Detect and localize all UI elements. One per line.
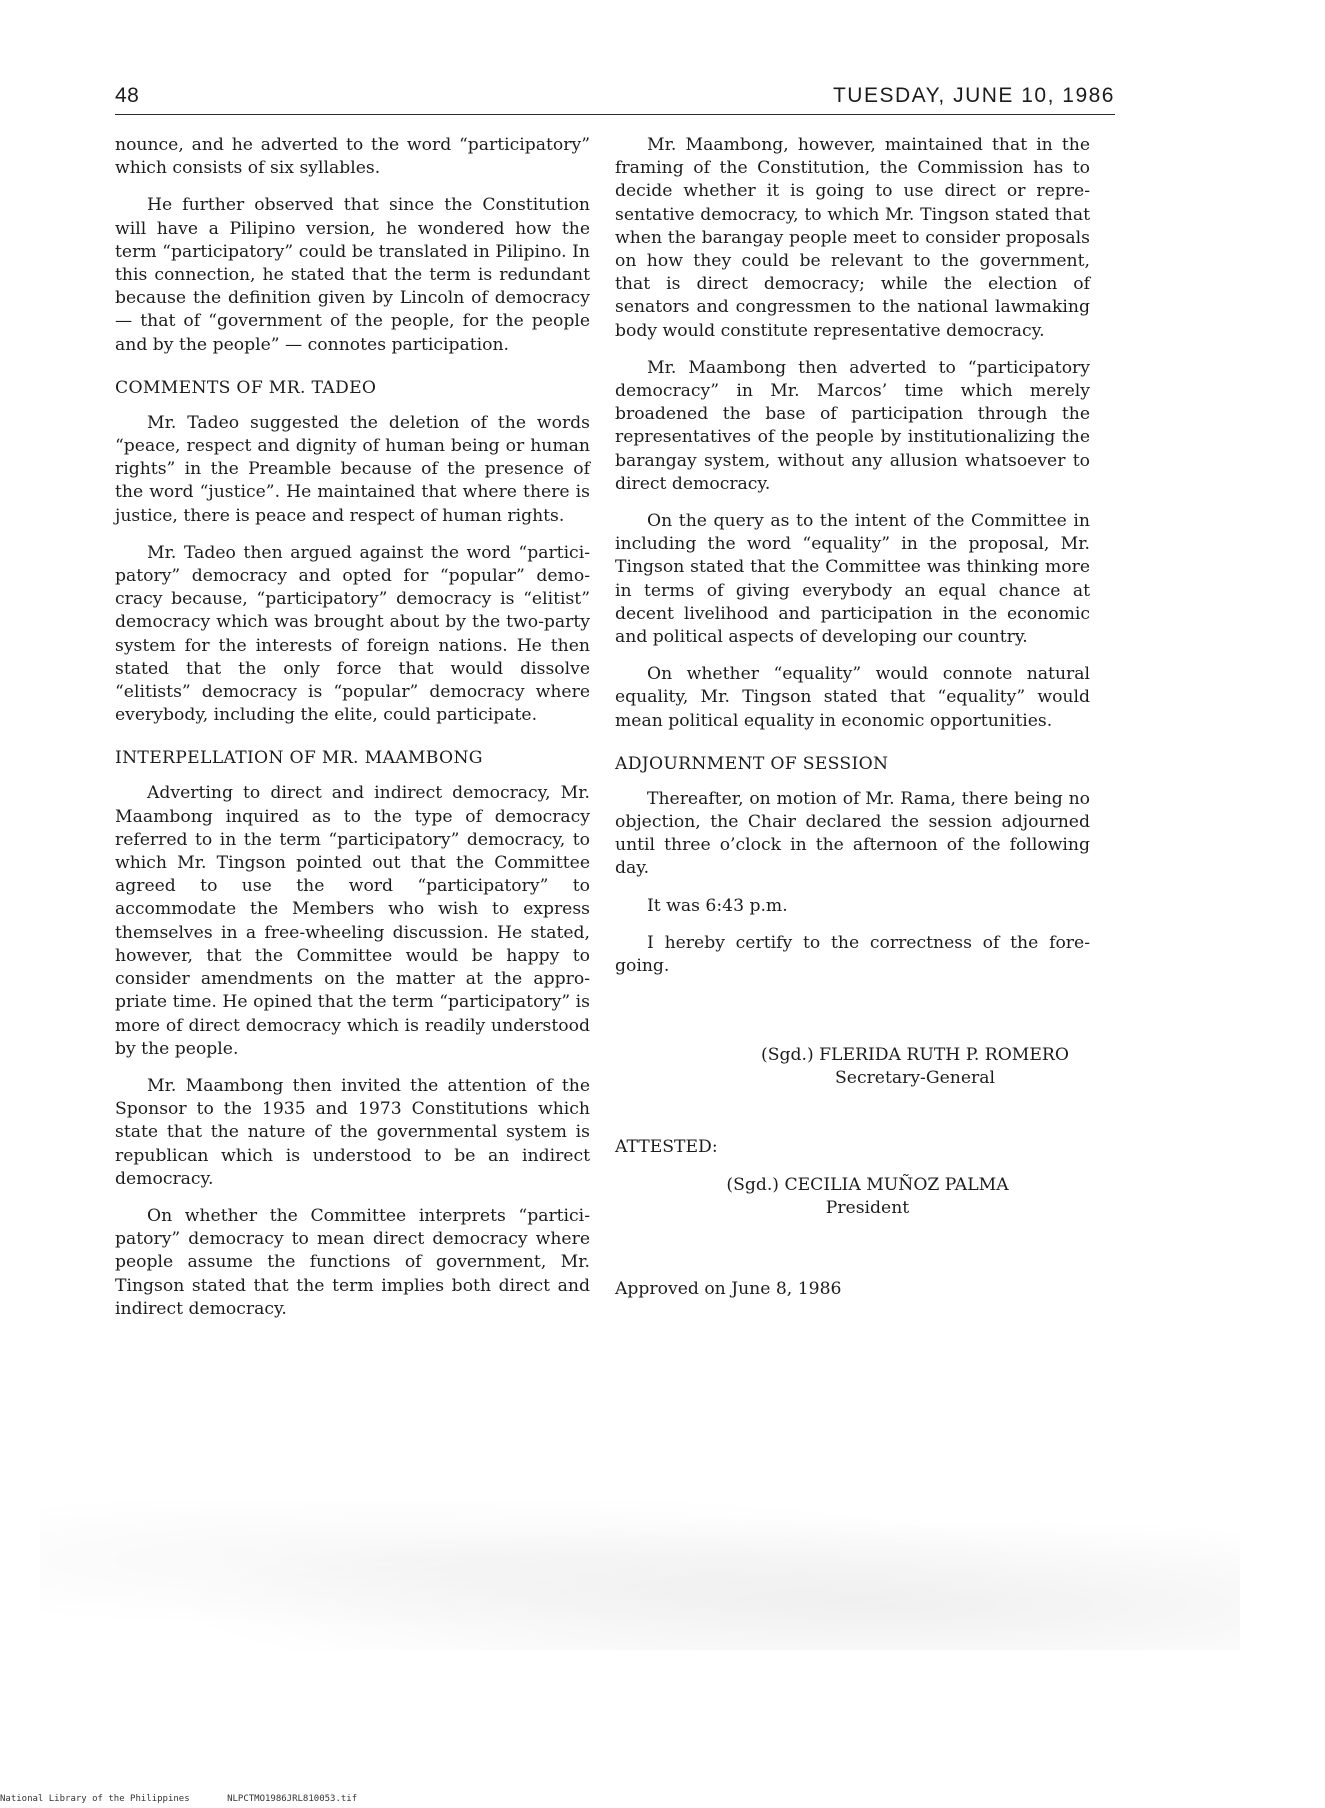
paragraph-marcos-time: Mr. Maambong then adverted to “participatory democracy” in Mr. Marcos’ time which merely broadened the base of participation through the representatives of the people by institutionalizing the barangay system, without any allusion whatsoever to direct democracy. <box>615 357 1090 494</box>
page-date: TUESDAY, JUNE 10, 1986 <box>832 84 1115 107</box>
paragraph-maambong-constitutions: Mr. Maambong then invited the attention of the Sponsor to the 1935 and 1973 Constitutions which state that the nature of the governmental system is republican which is understood to be an indirect democracy. <box>115 1075 590 1189</box>
scan-artifact <box>40 1500 1240 1650</box>
signature-block-president <box>615 1174 1090 1220</box>
page-number: 48 <box>115 84 140 107</box>
left-column <box>115 134 590 1335</box>
paragraph-pilipino-version: He further observed that since the Constitution will have a Pilipino version, he wondered how the term “participatory” could be translated in Pilipino. In this connection, he stated that the term is redundant because the definition given by Lincoln of democracy — that of “government of the people, for the people and by the people” — connotes participation. <box>115 195 590 355</box>
paragraph-committee-interprets: On whether the Committee interprets “participatory” democracy to mean direct democracy where people assume the functions of government, Mr. Tingson stated that the term implies both direct and indirect democracy. <box>115 1205 590 1319</box>
right-column <box>615 134 1090 1315</box>
paragraph-natural-equality: On whether “equality” would connote natural equality, Mr. Tingson stated that “equality” would mean political equality in economic opportunities. <box>615 664 1090 731</box>
certification: I hereby certify to the correctness of the foregoing. <box>615 932 1090 977</box>
signature-block-secretary <box>615 1044 1090 1090</box>
paragraph-equality-intent: On the query as to the intent of the Committee in including the word “equality” in the proposal, Mr. Tingson stated that the Committee was thinking more in terms of giving everybody an equal chance at decent livelihood and participation in the economic and political aspects of developing our country. <box>615 511 1090 648</box>
section-heading-tadeo: COMMENTS OF MR. TADEO <box>115 377 377 398</box>
signatory-title: President <box>825 1197 910 1218</box>
page-header <box>115 84 1115 114</box>
signatory-title: Secretary-General <box>835 1068 995 1089</box>
library-name: National Library of the Philippines <box>0 1794 190 1804</box>
section-heading-maambong: INTERPELLATION OF MR. MAAMBONG <box>115 748 483 769</box>
signatory-name: (Sgd.) CECILIA MUÑOZ PALMA <box>726 1174 1009 1195</box>
signatory-name: (Sgd.) FLERIDA RUTH P. ROMERO <box>761 1045 1069 1066</box>
paragraph-maambong-inquiry: Adverting to direct and indirect democracy, Mr. Maambong inquired as to the type of democracy referred to in the term “participatory” democracy, to which Mr. Tingson pointed out that the Committee agreed to use the word “participatory” to accommodate the Members who wish to express themselves in a free-wheeling discussion. He stated, however, that the Committee would be happy to consider amendments on the matter at the appropriate time. He opined that the term “participatory” is more of direct democracy which is readily understood by the people. <box>115 783 590 1059</box>
paragraph-adjournment: Thereafter, on motion of Mr. Rama, there being no objection, the Chair declared the session adjourned until three o’clock in the afternoon of the following day. <box>615 788 1090 879</box>
paragraph-tadeo-popular: Mr. Tadeo then argued against the word “participatory” democracy and opted for “popular” democracy because, “participatory” democracy is “elitist” democracy which was brought about by the two-party system for the interests of foreign nations. He then stated that the only force that would dissolve “elitists” democracy is “popular” democracy where everybody, including the elite, could participate. <box>115 542 590 726</box>
attested-label: ATTESTED: <box>615 1137 718 1158</box>
approval-date: Approved on June 8, 1986 <box>615 1278 842 1299</box>
header-rule <box>115 114 1115 115</box>
file-name: NLPCTMO1986JRL810053.tif <box>227 1794 358 1804</box>
paragraph-tadeo-deletion: Mr. Tadeo suggested the deletion of the words “peace, respect and dignity of human being or human rights” in the Preamble because of the presence of the word “justice”. He maintained that where there is justice, there is peace and respect of human rights. <box>115 412 590 526</box>
section-heading-adjournment: ADJOURNMENT OF SESSION <box>615 753 889 774</box>
scan-footer <box>0 1794 389 1804</box>
paragraph-continuation: nounce, and he adverted to the word “participatory” which consists of six syllables. <box>115 135 590 179</box>
session-time: It was 6:43 p.m. <box>647 895 788 916</box>
paragraph-direct-or-representative: Mr. Maambong, however, maintained that in the framing of the Constitution, the Commission has to decide whether it is going to use direct or representative democracy, to which Mr. Tingson stated that when the barangay people meet to consider proposals on how they could be relevant to the government, that is direct democracy; while the election of senators and congressmen to the national lawmaking body would constitute representative democracy. <box>615 135 1090 341</box>
